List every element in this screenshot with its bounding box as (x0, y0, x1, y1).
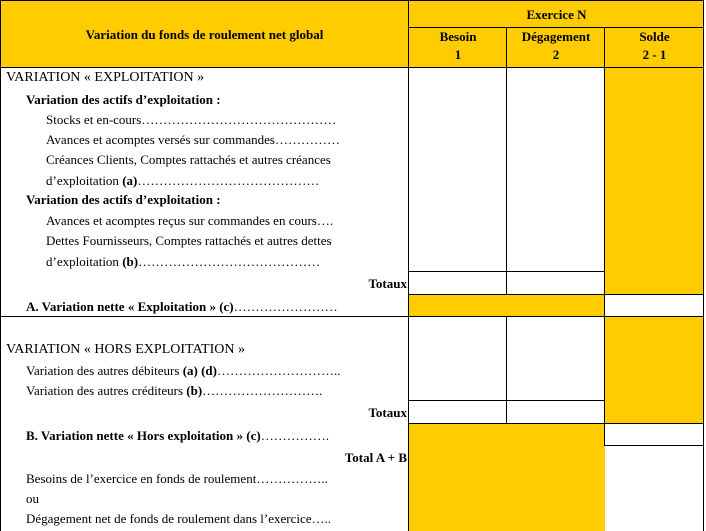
solde-hors-exploitation-fill (605, 316, 704, 423)
passifs-heading: Variation des actifs d’exploitation : (26, 192, 221, 207)
degagement-net-label: Dégagement net de fonds de roulement dans l’exercice (26, 511, 312, 526)
net-exploitation-label: A. Variation nette « Exploitation » (c) (26, 299, 234, 314)
debiteurs-ref: (a) (d) (182, 363, 217, 378)
totaux-exploitation-top (408, 271, 605, 272)
label-column-divider (408, 0, 409, 531)
besoins-label: Besoins de l’exercice en fonds de roulement (26, 471, 257, 486)
creances-ref: (a) (122, 173, 138, 188)
creances-line2 (46, 171, 319, 191)
total-a-b: Total A + B (344, 450, 407, 465)
net-hors-solde-bottom (604, 445, 704, 446)
net-exploitation-fill (409, 294, 605, 316)
table-title: Variation du fonds de roulement net global (85, 27, 324, 42)
totaux-hors-top (408, 400, 605, 401)
dettes-line1: Dettes Fournisseurs, Comptes rattachés et autres dettes (46, 233, 332, 248)
crediteurs-dots: ………………………. (202, 383, 323, 398)
besoin-header (409, 28, 507, 64)
solde-exploitation-fill (605, 68, 704, 294)
col-divider-1-hors (506, 316, 507, 424)
debiteurs-row (26, 361, 340, 381)
avances-recus-label: Avances et acomptes reçus sur commandes en cours (46, 213, 317, 228)
totaux-exploitation-bottom (408, 294, 704, 295)
stocks-dots: ……………………………………… (141, 112, 337, 127)
dettes-dots: …………………………………… (138, 254, 321, 269)
degagement-number: 2 (552, 47, 560, 62)
border-left (0, 0, 1, 531)
dettes-ref: (b) (122, 254, 139, 269)
border-top (0, 0, 704, 1)
stocks-label: Stocks et en-cours (46, 112, 142, 127)
debiteurs-dots: ……………………….. (216, 363, 341, 378)
solde-label: Solde (639, 29, 670, 44)
totaux-hors-bottom (408, 423, 704, 424)
net-exploitation-dots: …………………… (233, 299, 338, 314)
besoins-dots: …………….. (256, 471, 328, 486)
solde-header (605, 28, 704, 64)
creances-label: d’exploitation (46, 173, 119, 188)
totaux-hors-exploitation: Totaux (368, 405, 407, 420)
besoin-number: 1 (454, 47, 462, 62)
totaux-exploitation: Totaux (368, 276, 407, 291)
net-exploitation-row (26, 297, 338, 317)
crediteurs-label: Variation des autres créditeurs (26, 383, 184, 398)
solde-number: 2 - 1 (642, 47, 667, 62)
avances-recus-dots: …. (316, 213, 334, 228)
crediteurs-ref: (b) (186, 383, 203, 398)
col-divider-2-hors (604, 316, 605, 446)
dettes-line2 (46, 252, 320, 272)
net-hors-exploitation-row (26, 426, 329, 446)
degagement-header (507, 28, 605, 64)
debiteurs-label: Variation des autres débiteurs (26, 363, 180, 378)
besoin-label: Besoin (439, 29, 477, 44)
creances-line1: Créances Clients, Comptes rattachés et autres créances (46, 152, 331, 167)
actifs-heading: Variation des actifs d’exploitation : (26, 92, 221, 107)
avances-recus-row (46, 211, 333, 231)
solde-net-exploitation-left (604, 294, 605, 316)
net-hors-exploitation-label: B. Variation nette « Hors exploitation » (c) (26, 428, 261, 443)
dettes-label: d’exploitation (46, 254, 119, 269)
net-hors-exploitation-fill (409, 423, 605, 531)
col-divider-2-exploitation (604, 67, 605, 295)
avances-verses-label: Avances et acomptes versés sur commandes (46, 132, 275, 147)
net-hors-exploitation-dots: ……………. (260, 428, 329, 443)
besoins-row (26, 469, 328, 489)
col-divider-1-exploitation (506, 67, 507, 295)
crediteurs-row (26, 381, 322, 401)
hors-exploitation-title: VARIATION « HORS EXPLOITATION » (6, 342, 245, 357)
ou-label: ou (26, 491, 39, 506)
degagement-label: Dégagement (521, 29, 591, 44)
avances-verses-dots: …………… (275, 132, 340, 147)
degagement-row (26, 509, 331, 529)
degagement-net-dots: ….. (311, 511, 332, 526)
stocks-row (46, 110, 336, 130)
exploitation-title: VARIATION « EXPLOITATION » (6, 70, 205, 85)
border-right (703, 0, 704, 531)
avances-verses-row (46, 130, 340, 150)
exercice-header: Exercice N (526, 7, 587, 22)
creances-dots: …………………………………… (137, 173, 320, 188)
